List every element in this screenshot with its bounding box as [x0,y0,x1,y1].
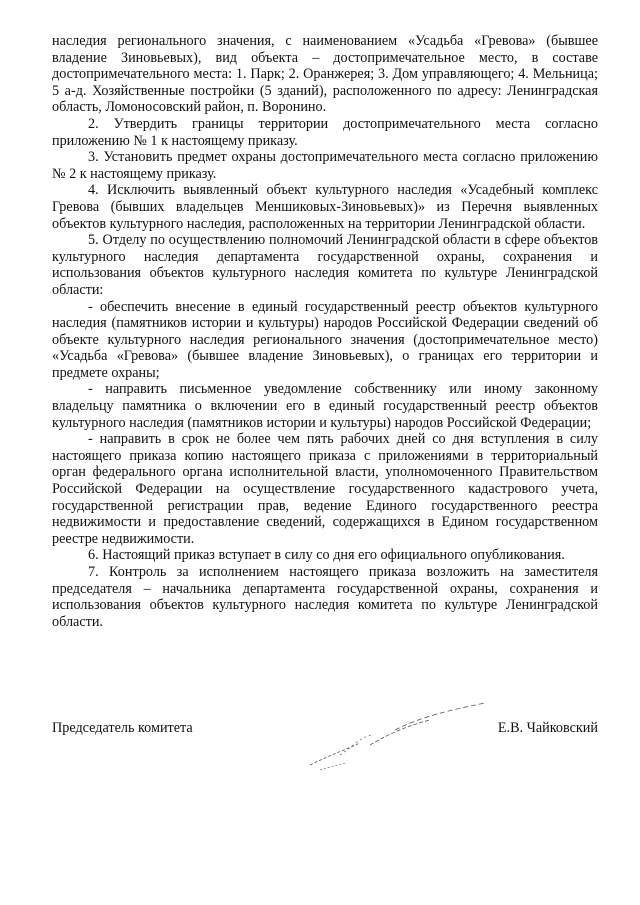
signatory-name: Е.В. Чайковский [497,720,598,736]
position-title: Председатель комитета [52,720,193,736]
signature-block [52,720,598,737]
paragraph-item-2: 2. Утвердить границы территории достопримечательного места согласно приложению № 1 к настоящему приказу. [52,115,598,149]
paragraph-subitem-3: - направить в срок не более чем пять рабочих дней со дня вступления в силу настоящего приказа копию настоящего приказа с приложениями в территориальный орган федерального органа исполнительной власти, уполномоченного Правительством Российской Федерации на осуществление государственного кадастрового учета, государственной регистрации прав, ведение Единого государственного реестра недвижимости и предоставление сведений, содержащихся в Едином государственном реестре недвижимости. [52,431,598,547]
paragraph-item-5: 5. Отделу по осуществлению полномочий Ленинградской области в сфере объектов культурного наследия департамента государственной охраны, сохранения и использования объектов культурного наследия комитета по культуре Ленинградской области: [52,232,598,298]
paragraph-subitem-1: - обеспечить внесение в единый государственный реестр объектов культурного наследия (памятников истории и культуры) народов Российской Федерации сведений об объекте культурного наследия регионального значения (достопримечательное место) «Усадьба «Гревова» (бывшее владение Зиновьевых), о границах его территории и предмете охраны; [52,298,598,381]
paragraph-item-3: 3. Установить предмет охраны достопримечательного места согласно приложению № 2 к настоящему приказу. [52,149,598,182]
paragraph-item-6: 6. Настоящий приказ вступает в силу со дня его официального опубликования. [88,547,565,564]
paragraph-item-7: 7. Контроль за исполнением настоящего приказа возложить на заместителя председателя – начальника департамента государственной охраны, сохранения и использования объектов культурного наследия комитета по культуре Ленинградской области. [52,564,598,630]
paragraph-item-4: 4. Исключить выявленный объект культурного наследия «Усадебный комплекс Гревова (бывших владельцев Меншиковых-Зиновьевых)» из Перечня выявленных объектов культурного наследия, расположенных на территории Ленинградской области. [52,182,598,232]
paragraph-continuation: наследия регионального значения, с наименованием «Усадьба «Гревова» (бывшее владение Зиновьевых), вид объекта – достопримечательное место, в составе достопримечательного места: 1. Парк; 2. Оранжерея; 3. Дом управляющего; 4. Мельница; 5 а-д. Хозяйственные постройки (5 зданий), расположенного по адресу: Ленинградская область, Ломоносовский район, п. Воронино. [52,33,598,116]
paragraph-subitem-2: - направить письменное уведомление собственнику или иному законному владельцу памятника о включении его в единый государственный реестр объектов культурного наследия (памятников истории и культуры) народов Российской Федерации; [52,381,598,431]
